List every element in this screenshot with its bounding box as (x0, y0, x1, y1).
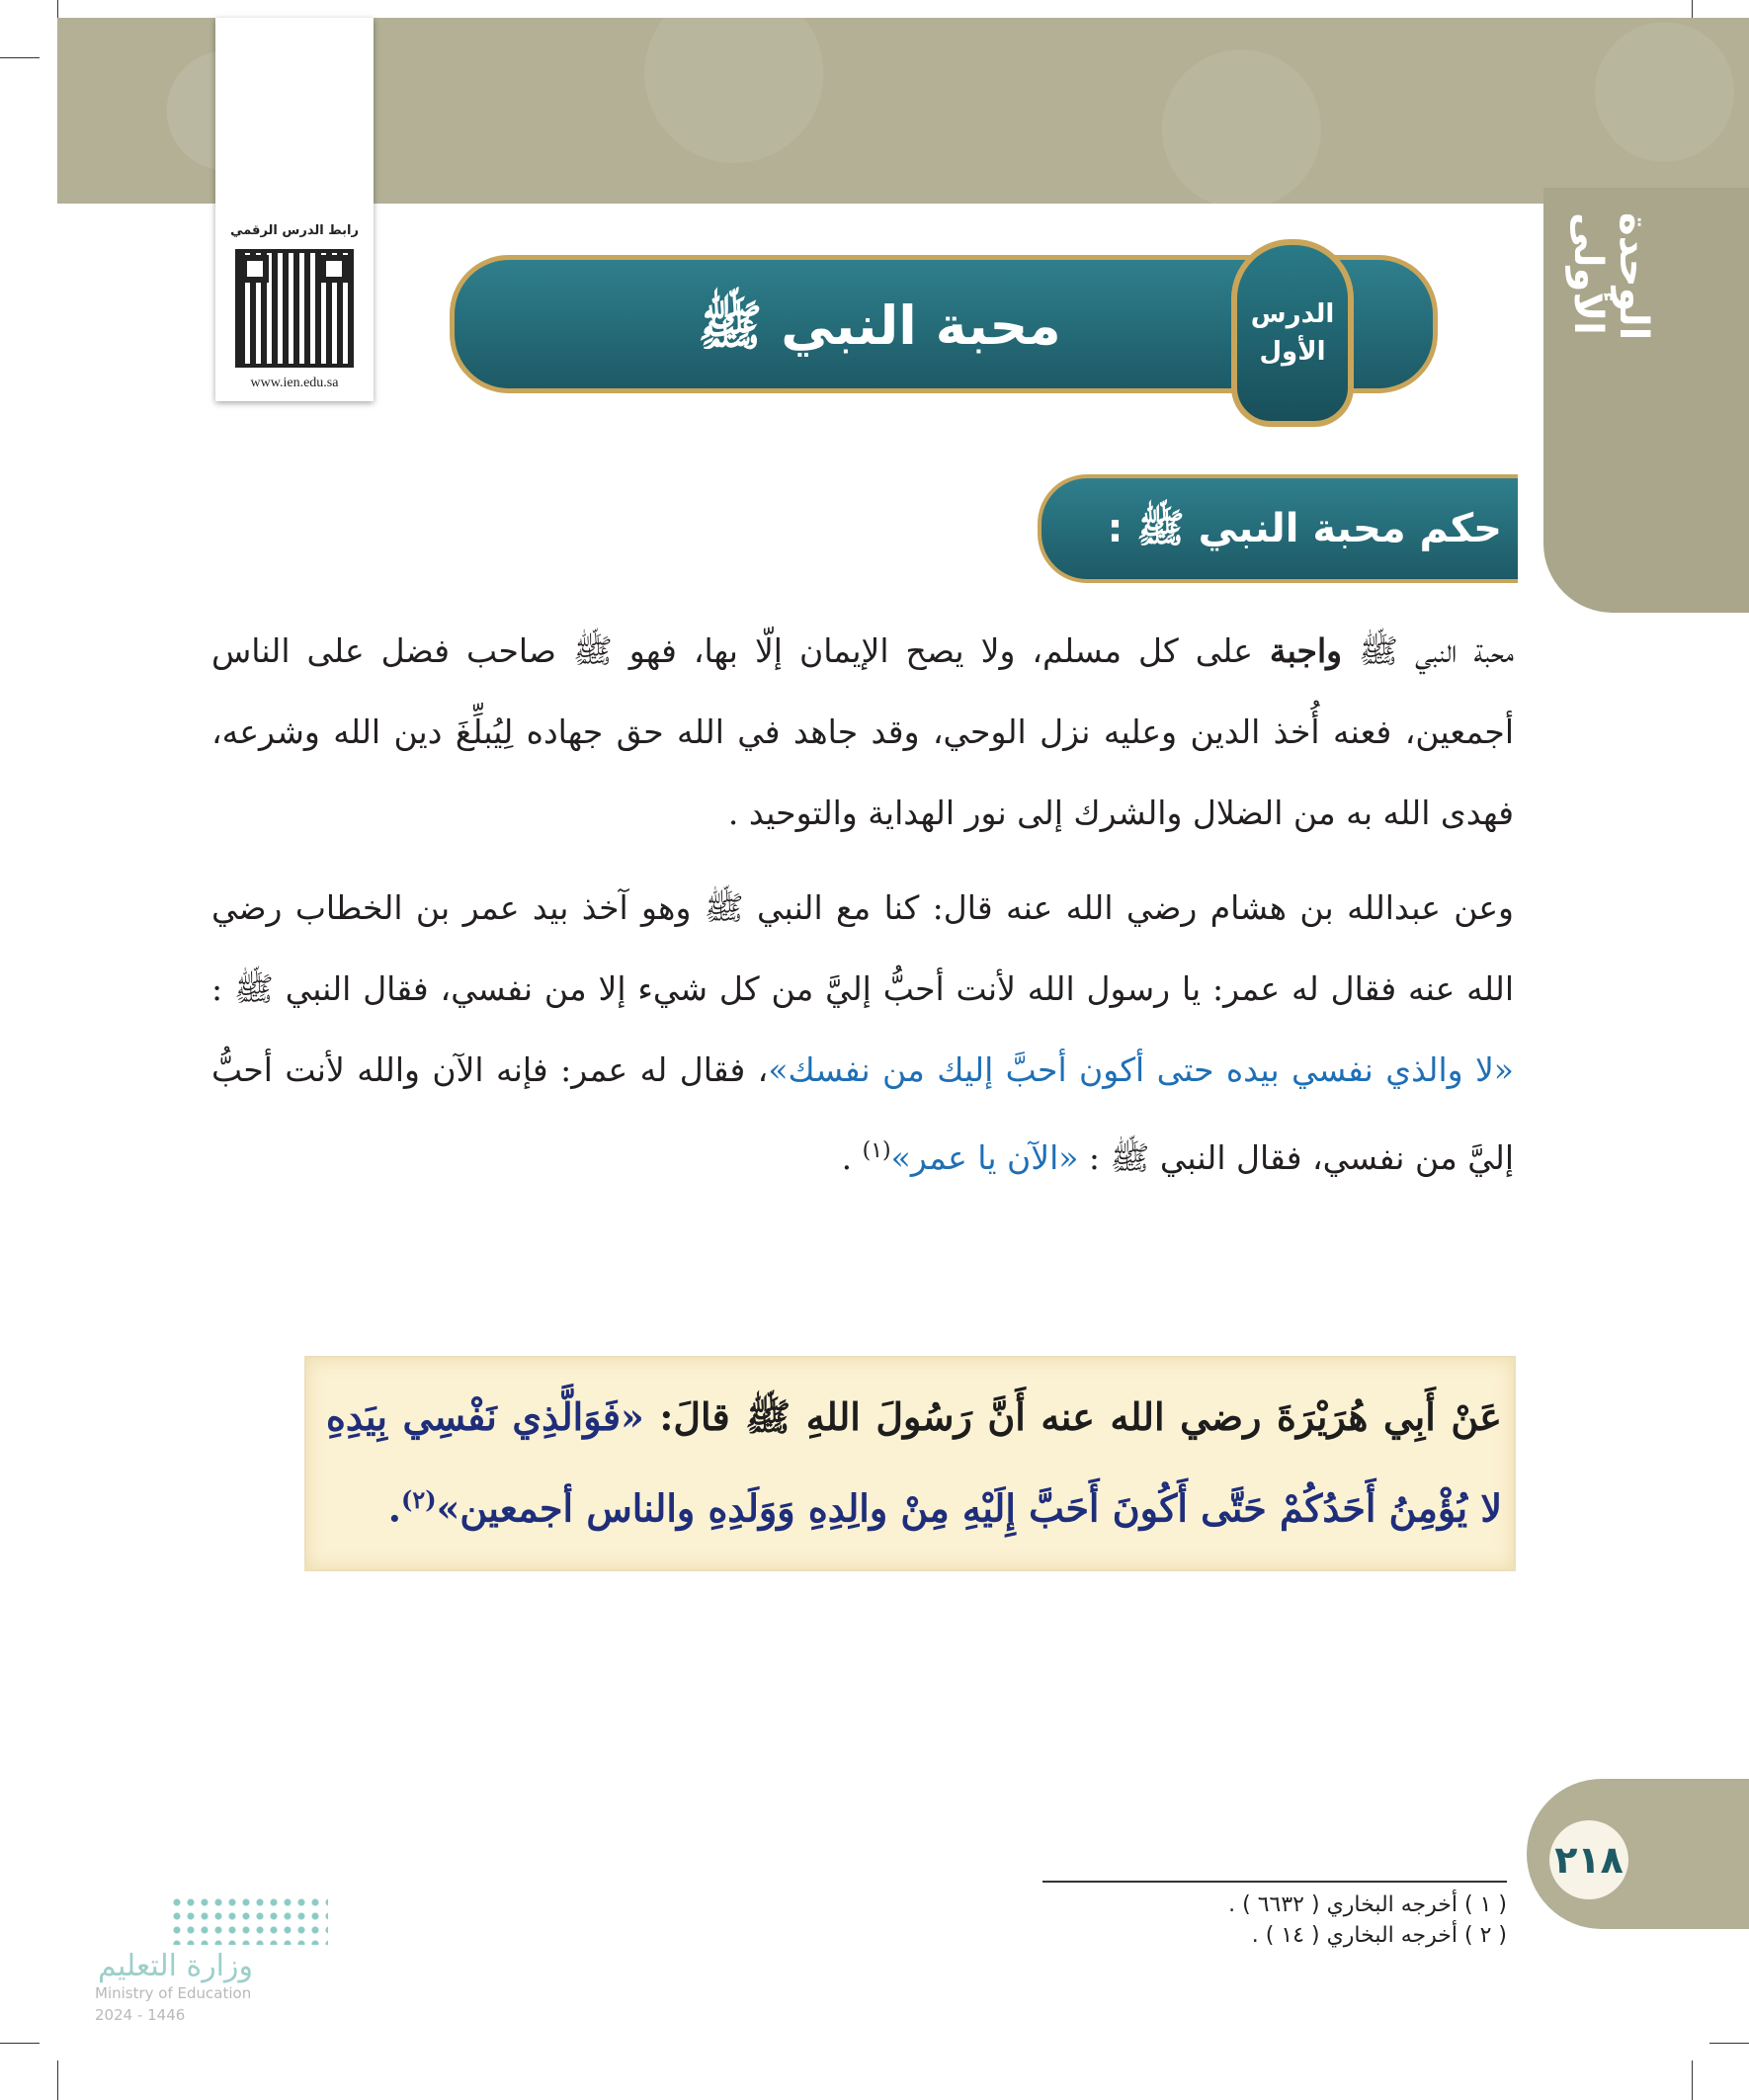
qr-title: رابط الدرس الرقمي (230, 223, 359, 238)
hadith-text (326, 1376, 1502, 1551)
crop-mark (57, 2060, 58, 2100)
hadith-quote: «الآن يا عمر» (890, 1138, 1079, 1177)
paragraph-text: . (841, 1138, 863, 1177)
paragraph-text: وعن عبدالله بن هشام رضي الله عنه قال: كنا مع النبي ﷺ وهو آخذ بيد عمر بن الخطاب رضي الله عنه فقال له عمر: يا رسول الله لأنت أحبُّ إليَّ من كل شيء إلا من نفسي، فقال النبي ﷺ : (211, 888, 1514, 1008)
lesson-title: محبة النبي ﷺ (698, 294, 1061, 357)
paragraph-text: على كل مسلم، ولا يصح الإيمان إلّا بها، فهو ﷺ صاحب فضل على الناس أجمعين، فعنه أُخذ الدين وعليه نزل الوحي، وقد جاهد في الله حق جهاده لِيُبلِّغَ دين الله وشرعه، فهدى الله به من الضلال والشرك إلى نور الهداية والتوحيد . (211, 631, 1514, 832)
lesson-badge-line2: الأول (1259, 337, 1326, 367)
ministry-logo-icon (170, 1895, 328, 1945)
unit-label: الوحدة الأولى (1565, 212, 1656, 341)
hadith-quote: «لا والذي نفسي بيده حتى أكون أحبَّ إليك من نفسك» (768, 1050, 1514, 1089)
footnote-divider (1042, 1881, 1507, 1883)
paragraph-bold-word: واجبة (1269, 631, 1343, 670)
edition-year: 2024 - 1446 (95, 2006, 186, 2024)
ministry-name-ar: وزارة التعليم (97, 1949, 253, 1983)
crop-mark (0, 2043, 40, 2044)
footnote-ref[interactable]: (٢) (401, 1485, 437, 1514)
footnote-ref[interactable]: (١) (862, 1138, 891, 1163)
crop-mark (0, 57, 40, 58)
footnote-2: ( ٢ ) أخرجه البخاري ( ١٤ ) . (1251, 1923, 1507, 1948)
footnote-1: ( ١ ) أخرجه البخاري ( ٦٦٣٢ ) . (1228, 1892, 1507, 1917)
crop-mark (1692, 2060, 1693, 2100)
section-heading: حكم محبة النبي ﷺ : (1107, 506, 1502, 551)
ministry-name-en: Ministry of Education (95, 1984, 252, 2002)
paragraph-text: محبة النبي ﷺ (1342, 631, 1515, 670)
qr-code-icon[interactable] (239, 253, 350, 364)
paragraph-narration (211, 868, 1514, 1199)
hadith-end: . (387, 1485, 401, 1531)
qr-url[interactable]: www.ien.edu.sa (250, 376, 339, 390)
qr-card[interactable] (215, 18, 374, 401)
paragraph-text: ، فقال له عمر: فإنه الآن والله لأنت أحبُّ إليَّ من نفسي، فقال النبي ﷺ : (211, 1050, 1514, 1177)
crop-mark (1709, 2043, 1749, 2044)
page-number: ٢١٨ (1549, 1820, 1628, 1899)
hadith-body: «فَوَالَّذِي نَفْسِي بِيَدِهِ لا يُؤْمِنُ أَحَدُكُمْ حَتَّى أَكُونَ أَحَبَّ إِلَيْهِ مِنْ والِدِهِ وَوَلَدِهِ والناس أجمعين» (326, 1394, 1502, 1531)
lesson-badge-line1: الدرس (1250, 299, 1335, 329)
paragraph-ruling (211, 611, 1514, 854)
hadith-intro: عَنْ أَبِي هُرَيْرَةَ رضي الله عنه أَنَّ رَسُولَ اللهِ ﷺ قالَ: (643, 1394, 1502, 1439)
lesson-badge (1231, 239, 1354, 427)
